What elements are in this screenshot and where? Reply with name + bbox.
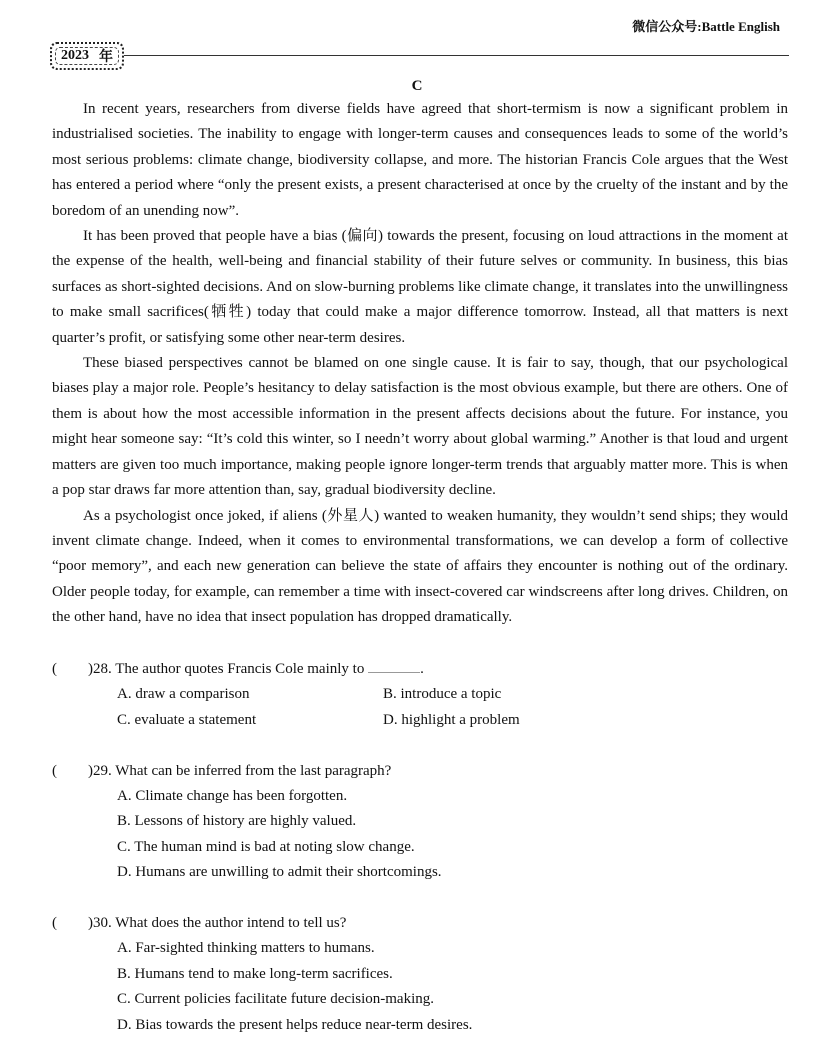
- option-c: C. Current policies facilitate future decision-making.: [117, 991, 434, 1008]
- header-source-label: 微信公众号:Battle English: [632, 19, 780, 34]
- option-d: D. Humans are unwilling to admit their shortcomings.: [117, 864, 442, 881]
- passage-paragraph-4: As a psychologist once joked, if aliens (外星人) wanted to weaken humanity, they wouldn’t send ships; they would invent climate change. Indeed, when it comes to environmental transformations, we can develop a form of collective “poor memory”, and each new generation can believe the state of affairs they encounter is nothing out of the ordinary. Older people today, for example, can remember a time with insect-covered car windscreens after long drives. Children, on the other hand, have no idea that insect population has dropped dramatically.: [52, 507, 788, 626]
- option-c: C. The human mind is bad at noting slow change.: [117, 838, 415, 855]
- answer-paren[interactable]: (: [52, 762, 57, 779]
- question-30: [52, 911, 788, 1038]
- question-text: )29. What can be inferred from the last paragraph?: [88, 762, 392, 779]
- option-a: A. draw a comparison: [117, 686, 250, 703]
- question-list: [52, 657, 788, 1063]
- option-d: D. Bias towards the present helps reduce near-term desires.: [117, 1016, 473, 1033]
- option-list: [117, 682, 788, 733]
- year-number: 2023: [61, 48, 89, 63]
- question-stem: [52, 657, 788, 682]
- option-b: B. introduce a topic: [383, 686, 502, 703]
- reading-passage: [52, 97, 788, 631]
- passage-paragraph-1: In recent years, researchers from diverse fields have agreed that short-termism is now a significant problem in industrialised societies. The inability to engage with longer-term causes and consequences leads to some of the world’s most serious problems: climate change, biodiversity collapse, and more. The historian Francis Cole argues that the West has entered a period where “only the present exists, a present characterised at once by the cruelty of the instant and by the boredom of an unending now”.: [52, 101, 788, 219]
- option-b: B. Humans tend to make long-term sacrifices.: [117, 965, 393, 982]
- answer-blank: [368, 660, 420, 673]
- question-text: )30. What does the author intend to tell us?: [88, 915, 347, 932]
- passage-paragraph-3: These biased perspectives cannot be blamed on one single cause. It is fair to say, though, that our psychological biases play a major role. People’s hesitancy to delay satisfaction is the most obvious example, but there are others. One of them is about how the most accessible information in the present affects decisions about the future. For instance, you might hear someone say: “It’s cold this winter, so I needn’t worry about global warming.” Another is that loud and urgent matters are given too much importance, making people ignore longer-term trends that arguably matter more. This is when a pop star draws far more attention than, say, gradual biodiversity decline.: [52, 355, 788, 499]
- option-a: A. Far-sighted thinking matters to humans.: [117, 940, 375, 957]
- year-badge: [50, 42, 124, 70]
- year-char: 年: [99, 50, 113, 65]
- option-list: [117, 936, 788, 1038]
- question-28: [52, 657, 788, 733]
- question-end: .: [420, 661, 424, 677]
- option-b: B. Lessons of history are highly valued.: [117, 813, 357, 830]
- option-c: C. evaluate a statement: [117, 711, 257, 728]
- question-text: )28. The author quotes Francis Cole mainly to: [88, 661, 365, 677]
- header-divider: [124, 55, 789, 56]
- section-title: C: [411, 78, 423, 94]
- question-stem: [52, 911, 788, 936]
- option-list: [117, 784, 788, 886]
- question-29: [52, 759, 788, 886]
- answer-paren[interactable]: (: [52, 915, 57, 932]
- question-stem: [52, 759, 788, 784]
- option-d: D. highlight a problem: [383, 711, 520, 728]
- answer-paren[interactable]: (: [52, 661, 57, 677]
- passage-paragraph-2: It has been proved that people have a bias (偏向) towards the present, focusing on loud attractions in the moment at the expense of the health, well-being and financial stability of their future selves or community. In business, this bias surfaces as short-sighted decisions. And on slow-burning problems like climate change, it translates into the unwillingness to make small sacrifices(牺牲) today that could make a major difference tomorrow. Instead, all that matters is next quarter’s profit, or satisfying some other near-term desires.: [52, 228, 788, 346]
- option-a: A. Climate change has been forgotten.: [117, 788, 348, 805]
